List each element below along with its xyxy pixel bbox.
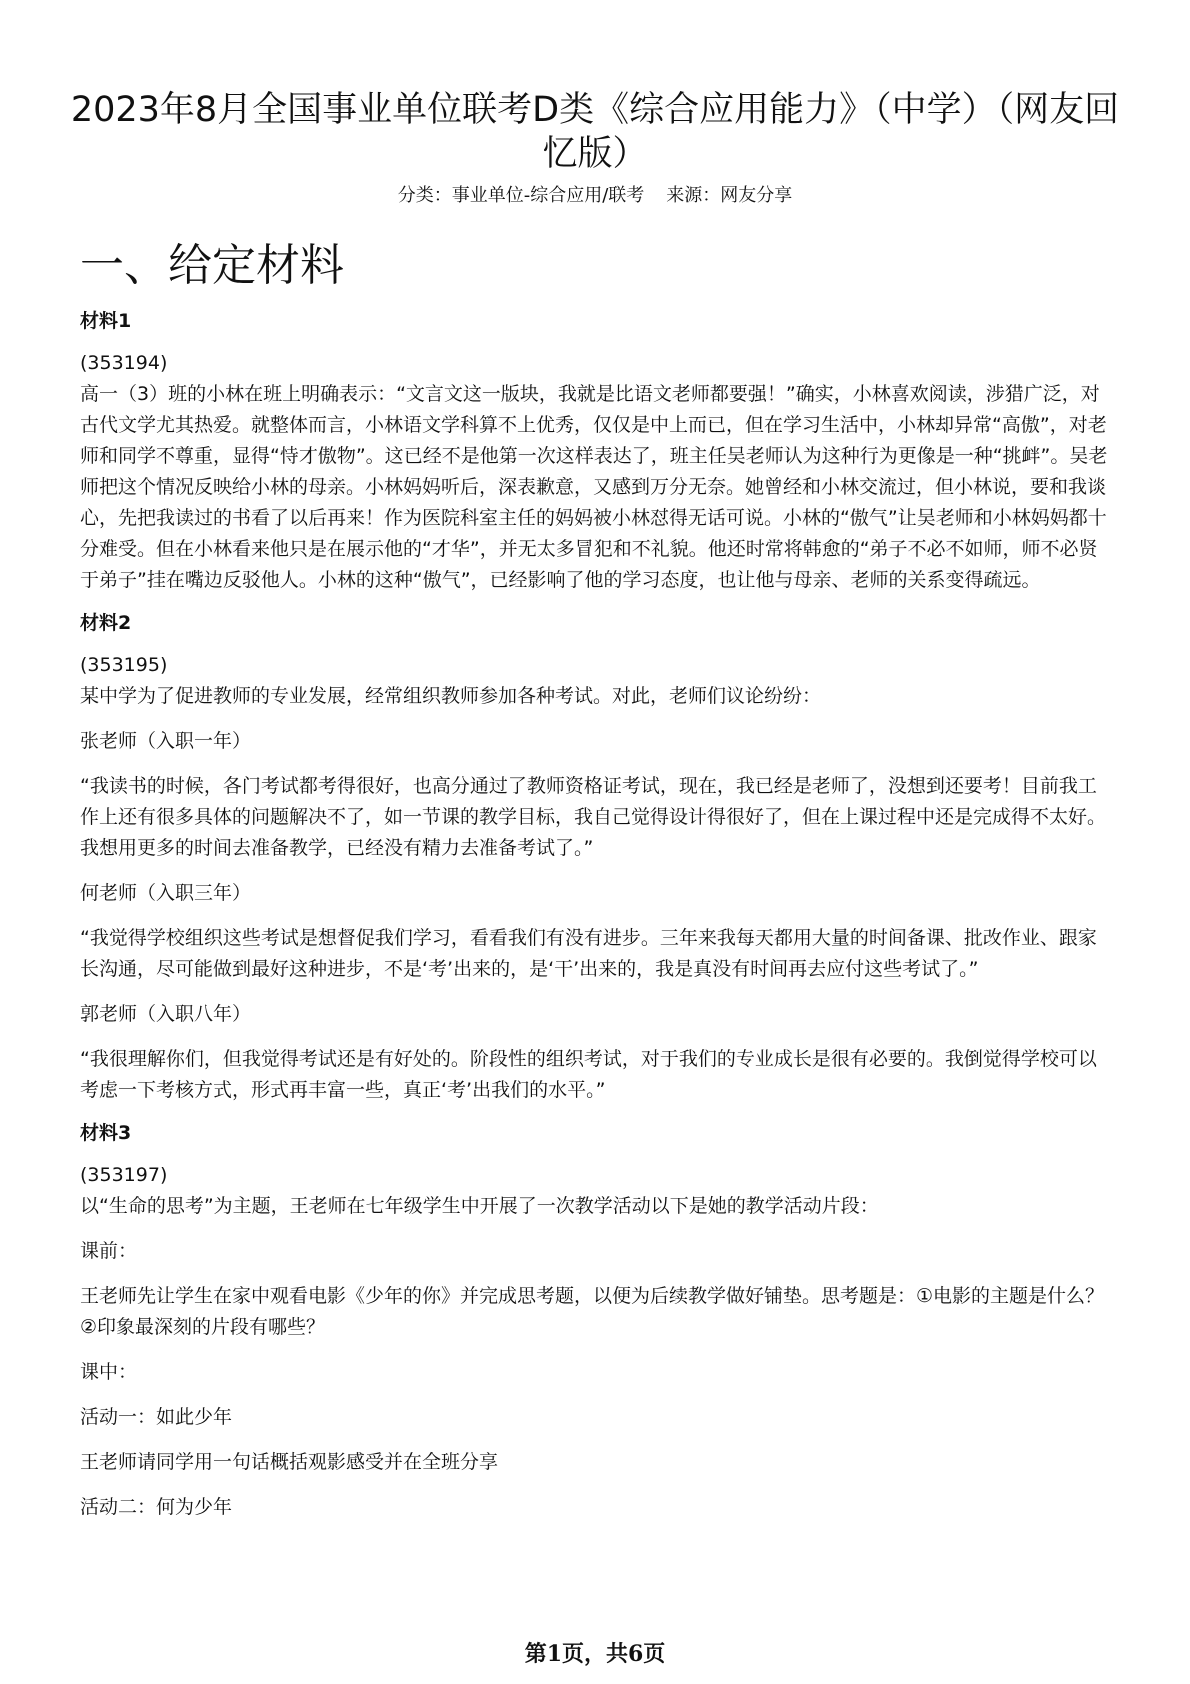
material-3-paragraph: 活动二：何为少年	[80, 1496, 233, 1518]
material-3-paragraph: 王老师先让学生在家中观看电影《少年的你》并完成思考题，以便为后续教学做好铺垫。思考题是：①电影的主题是什么？②印象最深刻的片段有哪些？	[80, 1285, 1105, 1338]
material-1-id: (353194)	[80, 352, 168, 374]
source-label: 来源：网友分享	[666, 185, 793, 206]
material-3-paragraph: 以“生命的思考”为主题，王老师在七年级学生中开展了一次教学活动以下是她的教学活动片段：	[80, 1195, 879, 1217]
material-2-id: (353195)	[80, 654, 168, 676]
material-2-quote: “我觉得学校组织这些考试是想督促我们学习，看看我们有没有进步。三年来我每天都用大量的时间备课、批改作业、跟家长沟通，尽可能做到最好这种进步，不是‘考’出来的，是‘干’出来的，我是真没有时间再去应付这些考试了。”	[80, 927, 1097, 980]
material-3-paragraph: 课前：	[80, 1240, 138, 1262]
document-meta	[0, 184, 1190, 208]
material-3-paragraph: 课中：	[80, 1361, 138, 1383]
material-2-speaker: 张老师（入职一年）	[80, 730, 252, 752]
material-1-paragraph: 高一（3）班的小林在班上明确表示：“文言文这一版块，我就是比语文老师都要强！”确实，小林喜欢阅读，涉猎广泛，对古代文学尤其热爱。就整体而言，小林语文学科算不上优秀，仅仅是中上而已，但在学习生活中，小林却异常“高傲”，对老师和同学不尊重，显得“恃才傲物”。这已经不是他第一次这样表达了，班主任吴老师认为这种行为更像是一种“挑衅”。吴老师把这个情况反映给小林的母亲。小林妈妈听后，深表歉意，又感到万分无奈。她曾经和小林交流过，但小林说，要和我谈心，先把我读过的书看了以后再来！作为医院科室主任的妈妈被小林怼得无话可说。小林的“傲气”让吴老师和小林妈妈都十分难受。但在小林看来他只是在展示他的“才华”，并无太多冒犯和不礼貌。他还时常将韩愈的“弟子不必不如师，师不必贤于弟子”挂在嘴边反驳他人。小林的这种“傲气”，已经影响了他的学习态度，也让他与母亲、老师的关系变得疏远。	[80, 383, 1108, 591]
material-2-title: 材料2	[80, 612, 132, 634]
material-3-paragraph: 王老师请同学用一句话概括观影感受并在全班分享	[80, 1451, 499, 1473]
material-3-paragraph: 活动一：如此少年	[80, 1406, 233, 1428]
document-title: 2023年8月全国事业单位联考D类《综合应用能力》（中学）（网友回忆版）	[70, 90, 1120, 174]
materials-content	[80, 308, 1115, 1537]
section-heading: 一、给定材料	[80, 240, 344, 291]
material-2-speaker: 何老师（入职三年）	[80, 882, 252, 904]
material-2-speaker: 郭老师（入职八年）	[80, 1003, 252, 1025]
material-3-id: (353197)	[80, 1164, 168, 1186]
material-1-title: 材料1	[80, 310, 132, 332]
page-number: 第1页，共6页	[524, 1641, 666, 1667]
material-2-paragraph: 某中学为了促进教师的专业发展，经常组织教师参加各种考试。对此，老师们议论纷纷：	[80, 685, 822, 707]
material-2-quote: “我读书的时候，各门考试都考得很好，也高分通过了教师资格证考试，现在，我已经是老师了，没想到还要考！目前我工作上还有很多具体的问题解决不了，如一节课的教学目标，我自己觉得设计得很好了，但在上课过程中还是完成得不太好。我想用更多的时间去准备教学，已经没有精力去准备考试了。”	[80, 775, 1107, 859]
material-3-title: 材料3	[80, 1122, 132, 1144]
material-2-quote: “我很理解你们，但我觉得考试还是有好处的。阶段性的组织考试，对于我们的专业成长是很有必要的。我倒觉得学校可以考虑一下考核方式，形式再丰富一些，真正‘考’出我们的水平。”	[80, 1048, 1097, 1101]
category-label: 分类：事业单位-综合应用/联考	[397, 185, 645, 206]
